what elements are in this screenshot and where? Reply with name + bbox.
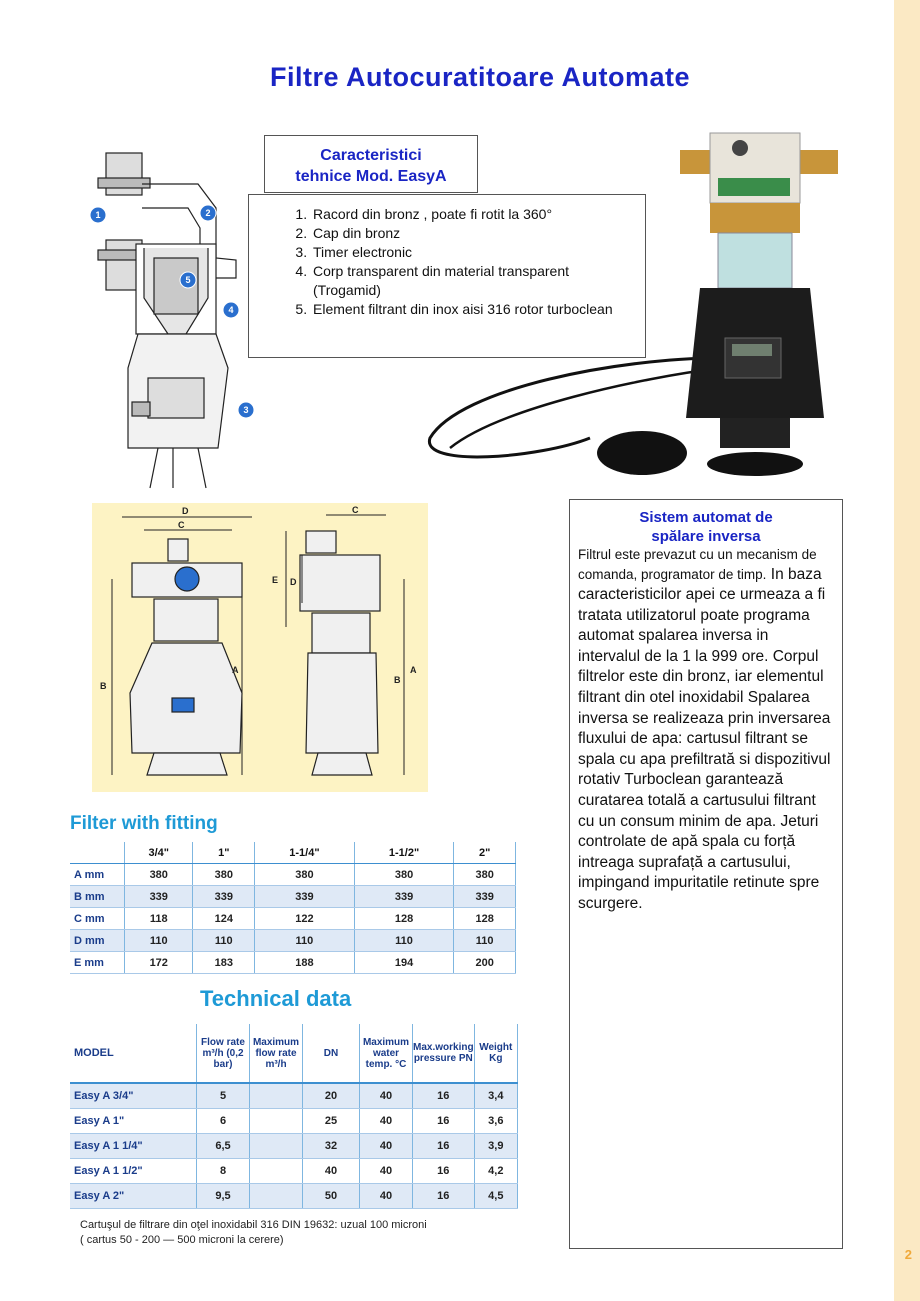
spec-item: 2. Cap din bronz: [311, 224, 635, 243]
backwash-title-2: spălare inversa: [651, 528, 761, 545]
fitting-col: 3/4": [125, 842, 193, 864]
dim-label-a2: A: [410, 665, 417, 675]
technical-table: MODEL Flow rate m³/h (0,2 bar) Maximum flow rate m³/h DN Maximum water temp. °C Max.working pressure PN Weight Kg Easy A 3/4" 5 20 40 16 3,4 Easy A 1" 6 25 40 16 3,6 Easy A 1 1/4" 6,5 32 40 16 3,9 Easy A 1 1/2" 8 40 40 16 4,2 Easy A 2" 9,5 50 40 16 4,5: [70, 1024, 518, 1209]
technical-title: Technical data: [200, 986, 352, 1011]
fitting-col: 1-1/2": [354, 842, 454, 864]
callout-5: 5: [185, 275, 191, 285]
table-row: D mm 110 110 110 110 110: [70, 930, 516, 952]
fitting-col: 2": [454, 842, 516, 864]
callout-4: 4: [228, 305, 234, 315]
table-row: Easy A 3/4" 5 20 40 16 3,4: [70, 1083, 518, 1109]
table-row: A mm 380 380 380 380 380: [70, 864, 516, 886]
backwash-box: [569, 499, 843, 1249]
page-title: Filtre Autocuratitoare Automate: [269, 62, 691, 92]
fitting-title: Filter with fitting: [70, 813, 218, 834]
callout-2: 2: [205, 208, 211, 218]
table-row: Easy A 1 1/4" 6,5 32 40 16 3,9: [70, 1134, 518, 1159]
callout-1: 1: [95, 210, 101, 220]
dim-label-d2: D: [290, 577, 297, 587]
dim-label-c2: C: [352, 505, 359, 515]
table-row: Easy A 2" 9,5 50 40 16 4,5: [70, 1184, 518, 1209]
fitting-col: 1": [193, 842, 255, 864]
backwash-body: In baza caracteristicilor apei ce urmeaza a fi tratata utilizatorul poate programa automat spalarea inversa in intervalul de la 1 la 999 ore. Corpul filtrelor este din bronz, iar elementul filtrant din otel inoxidabil Spalarea inversa se realizeaza prin inversarea fluxului de apa: cartusul filtrant se spala cu apa prefiltrată si dispozitivul rotativ Turboclean garantează curatarea totală a cartusului filtrant cu un consum minim de apa. Jeturi controlate de apă spala cu forță intreaga suprafață a cartusului, impingand impuritatile retinute spre scurgere.: [578, 565, 831, 912]
spec-item: 3. Timer electronic: [311, 243, 635, 262]
spec-item: 4. Corp transparent din material transparent (Trogamid): [311, 262, 635, 300]
product-photo: [420, 128, 850, 488]
dim-label-b: B: [100, 681, 107, 691]
dim-label-c: C: [178, 520, 185, 530]
spec-item: 5. Element filtrant din inox aisi 316 rotor turboclean: [311, 300, 635, 319]
dim-label-a: A: [232, 665, 239, 675]
fitting-col: 1-1/4": [255, 842, 355, 864]
fitting-table: [70, 842, 516, 974]
dim-label-d: D: [182, 506, 189, 516]
table-row: B mm 339 339 339 339 339: [70, 886, 516, 908]
dim-label-e: E: [272, 575, 279, 585]
dimension-drawing-side: [266, 503, 428, 792]
table-row: C mm 118 124 122 128 128: [70, 908, 516, 930]
spec-item: 1. Racord din bronz , poate fi rotit la 360°: [311, 205, 635, 224]
backwash-intro: Filtrul este prevazut cu un mecanism de comanda, programator de timp.: [578, 547, 817, 582]
backwash-title-1: Sistem automat de: [639, 509, 773, 526]
dim-label-b2: B: [394, 675, 401, 685]
callout-3: 3: [243, 405, 249, 415]
table-row: Easy A 1 1/2" 8 40 40 16 4,2: [70, 1159, 518, 1184]
cartridge-footnote: Cartuşul de filtrare din oţel inoxidabil 316 DIN 19632: uzual 100 microni ( cartus 50 - 200 — 500 microni la cerere): [80, 1219, 427, 1246]
table-row: Easy A 1" 6 25 40 16 3,6: [70, 1109, 518, 1134]
cross-section-diagram: [88, 148, 258, 498]
table-row: E mm 172 183 188 194 200: [70, 952, 516, 974]
side-strip: [894, 0, 920, 1301]
page-number: 2: [904, 1247, 912, 1262]
specs-heading: Caracteristici tehnice Mod. EasyA: [264, 135, 478, 193]
